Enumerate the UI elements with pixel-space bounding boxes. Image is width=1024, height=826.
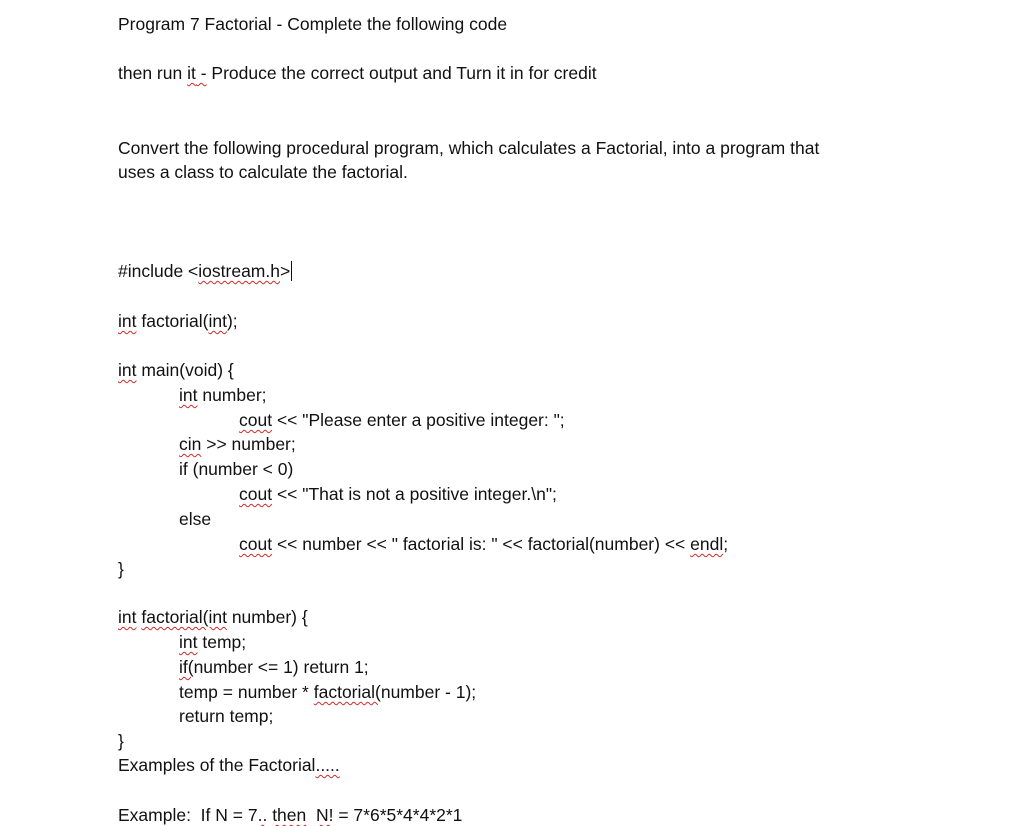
code-close-factorial: } [118,731,124,751]
temp-rest: temp; [197,632,247,652]
include-suffix: > [279,261,291,281]
description-line-1: Convert the following procedural program, which calculates a Factorial, into a program that [118,138,820,158]
code-include-line [118,260,292,282]
code-if-negative: if (number < 0) [179,459,294,479]
if2-rest: number <= 1) return 1; [193,657,369,677]
code-declaration [179,384,267,406]
example-dots: .. [257,805,268,825]
text-cursor [291,261,292,281]
assignment-instruction [118,62,597,84]
cout3-endl: endl [690,534,724,554]
assign-end: number - 1); [380,682,477,702]
decl-int: int [179,385,198,405]
code-base-case [179,656,369,678]
code-cout-error [239,483,557,505]
cin-rest: >> number; [201,434,296,454]
code-factorial-signature [118,606,308,628]
example-then: then [272,805,307,825]
code-cout-prompt [239,409,565,431]
instruction-it: it [187,63,196,83]
fact-name: factorial(int [141,607,227,627]
temp-int: int [179,632,198,652]
if2-kw: if( [179,657,194,677]
assign-start: temp = number * [179,682,314,702]
code-prototype-line [118,310,238,332]
fact-rest: number) { [226,607,308,627]
cout2-rest: << "That is not a positive integer.\n"; [272,484,557,504]
proto-arg: int [208,311,227,331]
code-cin [179,433,296,455]
include-prefix: #include < [118,261,199,281]
example-start: Example: If N = 7 [118,805,258,825]
include-header: iostream.h [198,261,280,281]
instruction-dash: - [195,63,207,83]
cout3-mid: << number << " factorial is: " << factorial(number) << [272,534,691,554]
proto-end: ); [226,311,238,331]
code-main-signature [118,359,234,381]
cout1-rest: << "Please enter a positive integer: "; [272,410,565,430]
example-n-factorial: N! [315,805,334,825]
example-space-2 [306,805,316,825]
examples-heading-dots: ..... [315,755,340,775]
cout1-kw: cout [239,410,273,430]
cout3-kw: cout [239,534,273,554]
proto-int: int [118,311,137,331]
code-close-main: } [118,559,124,579]
instruction-rest: Produce the correct output and Turn it in for credit [206,63,597,83]
proto-mid: factorial( [136,311,209,331]
code-cout-result [239,533,728,555]
example-line [118,804,462,826]
assign-call: factorial( [313,682,381,702]
example-end: = 7*6*5*4*4*2*1 [333,805,463,825]
assignment-title: Program 7 Factorial - Complete the following code [118,14,508,34]
examples-heading [118,754,340,776]
examples-heading-text: Examples of the Factorial [118,755,316,775]
description-line-2: uses a class to calculate the factorial. [118,162,408,182]
cin-kw: cin [179,434,202,454]
code-return: return temp; [179,706,274,726]
main-int: int [118,360,137,380]
fact-int: int [118,607,137,627]
code-temp-declaration [179,631,246,653]
cout2-kw: cout [239,484,273,504]
cout3-end: ; [723,534,729,554]
main-rest: main(void) { [136,360,234,380]
code-else: else [179,509,212,529]
code-recursive-assign [179,681,476,703]
instruction-start: then run [118,63,188,83]
decl-rest: number; [197,385,267,405]
